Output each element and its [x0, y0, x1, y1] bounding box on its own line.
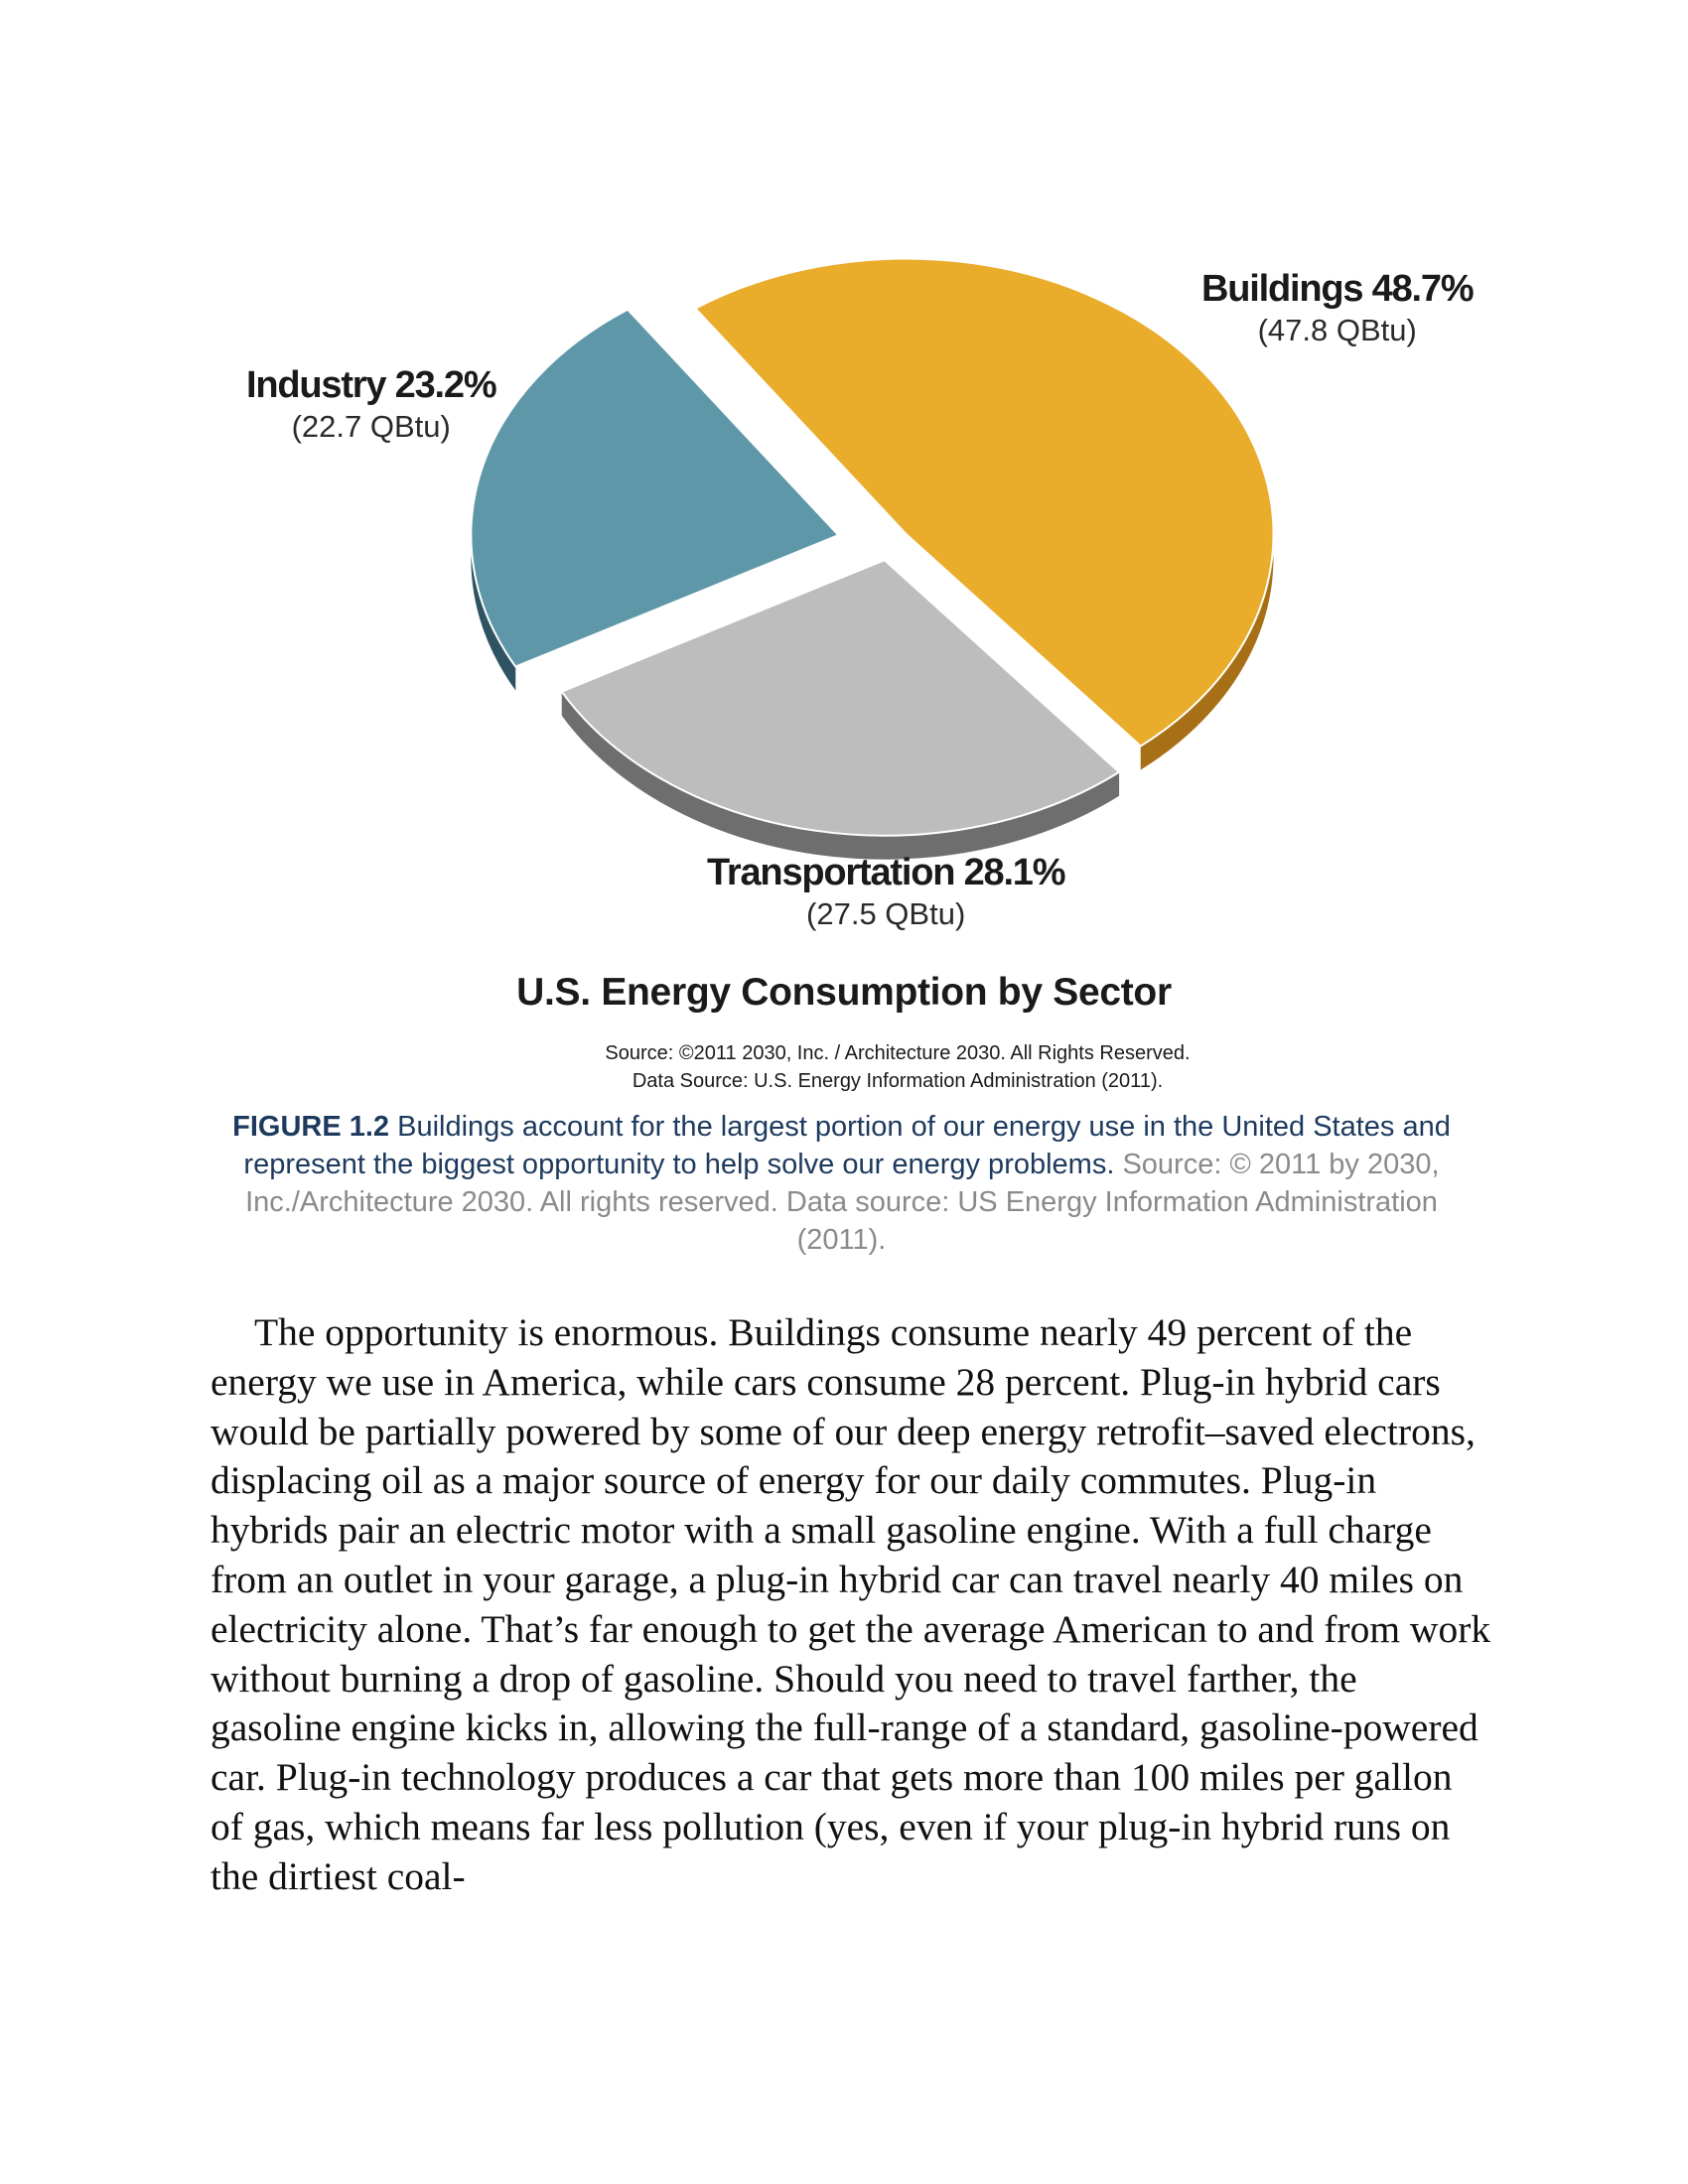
energy-pie-chart	[0, 0, 1688, 953]
figure-caption	[213, 1108, 1470, 1259]
buildings-percent-label: Buildings 48.7%	[1201, 268, 1474, 310]
figure-label: FIGURE 1.2	[232, 1111, 390, 1143]
transportation-percent-label: Transportation 28.1%	[707, 852, 1065, 893]
industry-qbtu-label: (22.7 QBtu)	[291, 409, 451, 444]
transportation-qbtu-label: (27.5 QBtu)	[806, 896, 966, 931]
chart-source-line-1: Source: ©2011 2030, Inc. / Architecture 2030. All Rights Reserved.	[605, 1042, 1191, 1064]
figure-caption-text: Buildings account for the largest portion of our energy use in the United States and represent the biggest opportunity to help solve our energy problems.	[243, 1111, 1451, 1180]
chart-title: U.S. Energy Consumption by Sector	[516, 971, 1172, 1014]
chart-source	[0, 1039, 1688, 1095]
buildings-slice-label	[1201, 268, 1473, 348]
industry-slice-label	[246, 364, 495, 445]
body-paragraph: The opportunity is enormous. Buildings consume nearly 49 percent of the energy we use in America, while cars consume 28 percent. Plug-in hybrid cars would be partially powered by some of our deep energy retrofit–saved electrons, displacing oil as a major source of energy for our daily commutes. Plug-in hybrids pair an electric motor with a small gasoline engine. With a full charge from an outlet in your garage, a plug-in hybrid car can travel nearly 40 miles on electricity alone. That’s far enough to get the average American to and from work without burning a drop of gasoline. Should you need to travel farther, the gasoline engine kicks in, allowing the full-range of a standard, gasoline-powered car. Plug-in technology produces a car that gets more than 100 miles per gallon of gas, which means far less pollution (yes, even if your plug-in hybrid runs on the dirtiest coal-	[211, 1310, 1491, 1898]
industry-percent-label: Industry 23.2%	[246, 364, 496, 406]
chart-source-line-2: Data Source: U.S. Energy Information Administration (2011).	[632, 1070, 1164, 1092]
transportation-slice-label	[707, 852, 1064, 932]
buildings-qbtu-label: (47.8 QBtu)	[1257, 313, 1417, 347]
figure-source-credit: Source: © 2011 by 2030, Inc./Architecture 2030. All rights reserved. Data source: US Energy Information Administration (2011).	[245, 1149, 1440, 1256]
